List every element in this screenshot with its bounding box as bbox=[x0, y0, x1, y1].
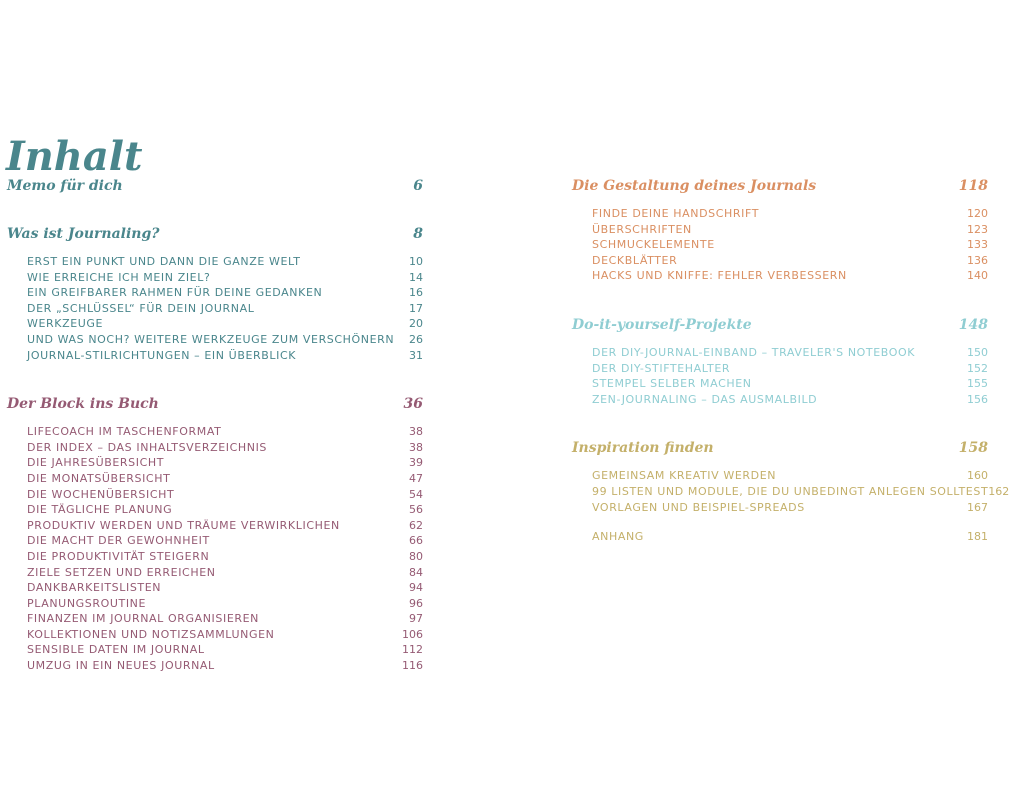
entry-label: LIFECOACH IM TASCHENFORMAT bbox=[27, 425, 222, 439]
entry-page: 38 bbox=[409, 425, 423, 439]
entry-label: FINDE DEINE HANDSCHRIFT bbox=[592, 207, 760, 220]
entry-page: 56 bbox=[409, 503, 423, 517]
toc-entry[interactable] bbox=[592, 222, 988, 238]
entry-label: ZEN-JOURNALING – DAS AUSMALBILD bbox=[592, 392, 818, 406]
toc-entry[interactable] bbox=[27, 424, 423, 440]
chapter-journaling[interactable] bbox=[7, 224, 423, 244]
toc-entry[interactable] bbox=[592, 253, 988, 269]
entry-page: 140 bbox=[967, 269, 988, 283]
entry-page: 38 bbox=[409, 440, 423, 454]
chapter-title: Was ist Journaling? bbox=[7, 226, 160, 242]
toc-entry[interactable] bbox=[27, 596, 423, 612]
chapter-title: Do-it-yourself-Projekte bbox=[572, 316, 752, 333]
toc-entry[interactable] bbox=[27, 285, 423, 301]
entry-label: UMZUG IN EIN NEUES JOURNAL bbox=[27, 659, 215, 673]
entry-page: 152 bbox=[967, 361, 988, 375]
entry-page: 66 bbox=[409, 534, 423, 548]
entry-label: FINANZEN IM JOURNAL ORGANISIEREN bbox=[27, 612, 259, 626]
toc-entry[interactable] bbox=[27, 611, 423, 627]
toc-list bbox=[7, 254, 423, 363]
entry-label: WIE ERREICHE ICH MEIN ZIEL? bbox=[27, 270, 211, 284]
entry-page: 156 bbox=[967, 392, 988, 406]
toc-entry[interactable] bbox=[27, 301, 423, 317]
toc-entry[interactable] bbox=[592, 268, 988, 284]
entry-label: EIN GREIFBARER RAHMEN FÜR DEINE GEDANKEN bbox=[27, 286, 323, 300]
toc-entry[interactable] bbox=[27, 440, 423, 456]
entry-label: ZIELE SETZEN UND ERREICHEN bbox=[27, 565, 216, 579]
entry-page: 80 bbox=[409, 549, 423, 563]
chapter-title: Inspiration finden bbox=[572, 440, 714, 457]
entry-page: 162 bbox=[988, 484, 1009, 498]
entry-label: DIE JAHRESÜBERSICHT bbox=[27, 456, 165, 470]
chapter-page: 6 bbox=[413, 178, 423, 194]
toc-entry[interactable] bbox=[27, 502, 423, 518]
toc-entry[interactable] bbox=[27, 580, 423, 596]
toc-entry[interactable] bbox=[27, 565, 423, 581]
entry-page: 62 bbox=[409, 518, 423, 532]
toc-entry[interactable] bbox=[592, 468, 988, 484]
entry-label: DER DIY-JOURNAL-EINBAND – TRAVELER'S NOTEBOOK bbox=[592, 345, 916, 359]
entry-label: DANKBARKEITSLISTEN bbox=[27, 581, 162, 595]
entry-page: 47 bbox=[409, 471, 423, 485]
entry-label: DIE TÄGLICHE PLANUNG bbox=[27, 503, 173, 517]
toc-entry[interactable] bbox=[592, 500, 988, 516]
entry-label: DER DIY-STIFTEHALTER bbox=[592, 361, 731, 375]
toc-entry[interactable] bbox=[592, 392, 988, 408]
entry-page: 136 bbox=[967, 253, 988, 267]
toc-entry[interactable] bbox=[592, 376, 988, 392]
toc-list bbox=[572, 468, 1009, 515]
toc-list bbox=[572, 206, 988, 284]
entry-page: 20 bbox=[409, 317, 423, 331]
entry-label: DIE MACHT DER GEWOHNHEIT bbox=[27, 534, 210, 548]
entry-label: VORLAGEN UND BEISPIEL-SPREADS bbox=[592, 500, 805, 514]
entry-page: 106 bbox=[402, 627, 423, 641]
entry-label: DECKBLÄTTER bbox=[592, 253, 678, 267]
toc-right-column bbox=[572, 176, 1009, 545]
toc-entry[interactable] bbox=[27, 254, 423, 270]
toc-entry[interactable] bbox=[27, 316, 423, 332]
toc-entry[interactable] bbox=[27, 332, 423, 348]
toc-entry[interactable] bbox=[27, 348, 423, 364]
chapter-inspiration[interactable] bbox=[572, 438, 988, 458]
entry-page: 14 bbox=[409, 270, 423, 284]
entry-label: KOLLEKTIONEN UND NOTIZSAMMLUNGEN bbox=[27, 627, 275, 641]
toc-entry[interactable] bbox=[27, 471, 423, 487]
entry-label: WERKZEUGE bbox=[27, 317, 104, 331]
entry-page: 160 bbox=[967, 469, 988, 483]
entry-page: 96 bbox=[409, 596, 423, 610]
toc-entry[interactable] bbox=[592, 237, 988, 253]
entry-label: ERST EIN PUNKT UND DANN DIE GANZE WELT bbox=[27, 255, 301, 268]
entry-page: 94 bbox=[409, 581, 423, 595]
entry-page: 39 bbox=[409, 456, 423, 470]
toc-entry[interactable] bbox=[27, 270, 423, 286]
chapter-block[interactable] bbox=[7, 394, 423, 414]
entry-label: ANHANG bbox=[592, 530, 644, 544]
toc-entry-anhang[interactable] bbox=[592, 529, 988, 545]
entry-label: DER INDEX – DAS INHALTSVERZEICHNIS bbox=[27, 440, 268, 454]
entry-label: DIE WOCHENÜBERSICHT bbox=[27, 487, 175, 501]
toc-entry[interactable] bbox=[592, 484, 1009, 500]
chapter-title: Die Gestaltung deines Journals bbox=[572, 178, 817, 194]
entry-label: HACKS UND KNIFFE: FEHLER VERBESSERN bbox=[592, 269, 847, 283]
entry-page: 10 bbox=[409, 255, 423, 268]
toc-entry[interactable] bbox=[592, 361, 988, 377]
chapter-gestaltung[interactable] bbox=[572, 176, 988, 196]
entry-page: 31 bbox=[409, 348, 423, 362]
chapter-page: 8 bbox=[413, 226, 423, 242]
chapter-page: 36 bbox=[403, 396, 423, 413]
toc-entry[interactable] bbox=[27, 658, 423, 674]
entry-label: JOURNAL-STILRICHTUNGEN – EIN ÜBERBLICK bbox=[27, 348, 297, 362]
entry-page: 133 bbox=[967, 238, 988, 252]
entry-page: 17 bbox=[409, 301, 423, 315]
page-title: Inhalt bbox=[6, 132, 143, 180]
toc-list bbox=[572, 529, 988, 545]
entry-page: 155 bbox=[967, 377, 988, 391]
entry-page: 167 bbox=[967, 500, 988, 514]
chapter-page: 118 bbox=[958, 178, 988, 194]
entry-label: DIE MONATSÜBERSICHT bbox=[27, 471, 171, 485]
toc-entry[interactable] bbox=[27, 627, 423, 643]
toc-entry[interactable] bbox=[27, 487, 423, 503]
entry-label: SCHMUCKELEMENTE bbox=[592, 238, 715, 252]
chapter-page: 148 bbox=[958, 316, 988, 333]
toc-list bbox=[572, 345, 988, 407]
entry-label: PRODUKTIV WERDEN UND TRÄUME VERWIRKLICHEN bbox=[27, 518, 340, 532]
entry-page: 123 bbox=[967, 222, 988, 236]
entry-label: DIE PRODUKTIVITÄT STEIGERN bbox=[27, 549, 210, 563]
toc-list bbox=[7, 424, 423, 674]
toc-entry[interactable] bbox=[27, 642, 423, 658]
entry-label: GEMEINSAM KREATIV WERDEN bbox=[592, 469, 777, 483]
chapter-title: Der Block ins Buch bbox=[7, 396, 159, 413]
toc-entry[interactable] bbox=[27, 518, 423, 534]
entry-label: PLANUNGSROUTINE bbox=[27, 596, 147, 610]
entry-page: 116 bbox=[402, 659, 423, 673]
toc-left-column bbox=[7, 176, 423, 674]
toc-entry[interactable] bbox=[27, 533, 423, 549]
entry-label: UND WAS NOCH? WEITERE WERKZEUGE ZUM VERSCHÖNERN bbox=[27, 332, 395, 346]
entry-label: DER „SCHLÜSSEL“ FÜR DEIN JOURNAL bbox=[27, 301, 255, 315]
chapter-memo[interactable] bbox=[7, 176, 423, 196]
entry-label: SENSIBLE DATEN IM JOURNAL bbox=[27, 643, 205, 657]
entry-page: 112 bbox=[402, 643, 423, 657]
entry-page: 84 bbox=[409, 565, 423, 579]
chapter-page: 158 bbox=[958, 440, 988, 457]
entry-page: 120 bbox=[967, 207, 988, 220]
entry-label: ÜBERSCHRIFTEN bbox=[592, 222, 692, 236]
entry-page: 181 bbox=[967, 530, 988, 544]
chapter-title: Memo für dich bbox=[7, 178, 123, 194]
toc-entry[interactable] bbox=[27, 549, 423, 565]
entry-page: 150 bbox=[967, 345, 988, 359]
toc-entry[interactable] bbox=[592, 345, 988, 361]
chapter-diy[interactable] bbox=[572, 315, 988, 335]
entry-page: 26 bbox=[409, 332, 423, 346]
entry-page: 16 bbox=[409, 286, 423, 300]
entry-page: 97 bbox=[409, 612, 423, 626]
entry-label: STEMPEL SELBER MACHEN bbox=[592, 377, 752, 391]
entry-label: 99 LISTEN UND MODULE, DIE DU UNBEDINGT ANLEGEN SOLLTEST bbox=[592, 484, 989, 498]
entry-page: 54 bbox=[409, 487, 423, 501]
toc-entry[interactable] bbox=[27, 455, 423, 471]
toc-entry[interactable] bbox=[592, 206, 988, 222]
